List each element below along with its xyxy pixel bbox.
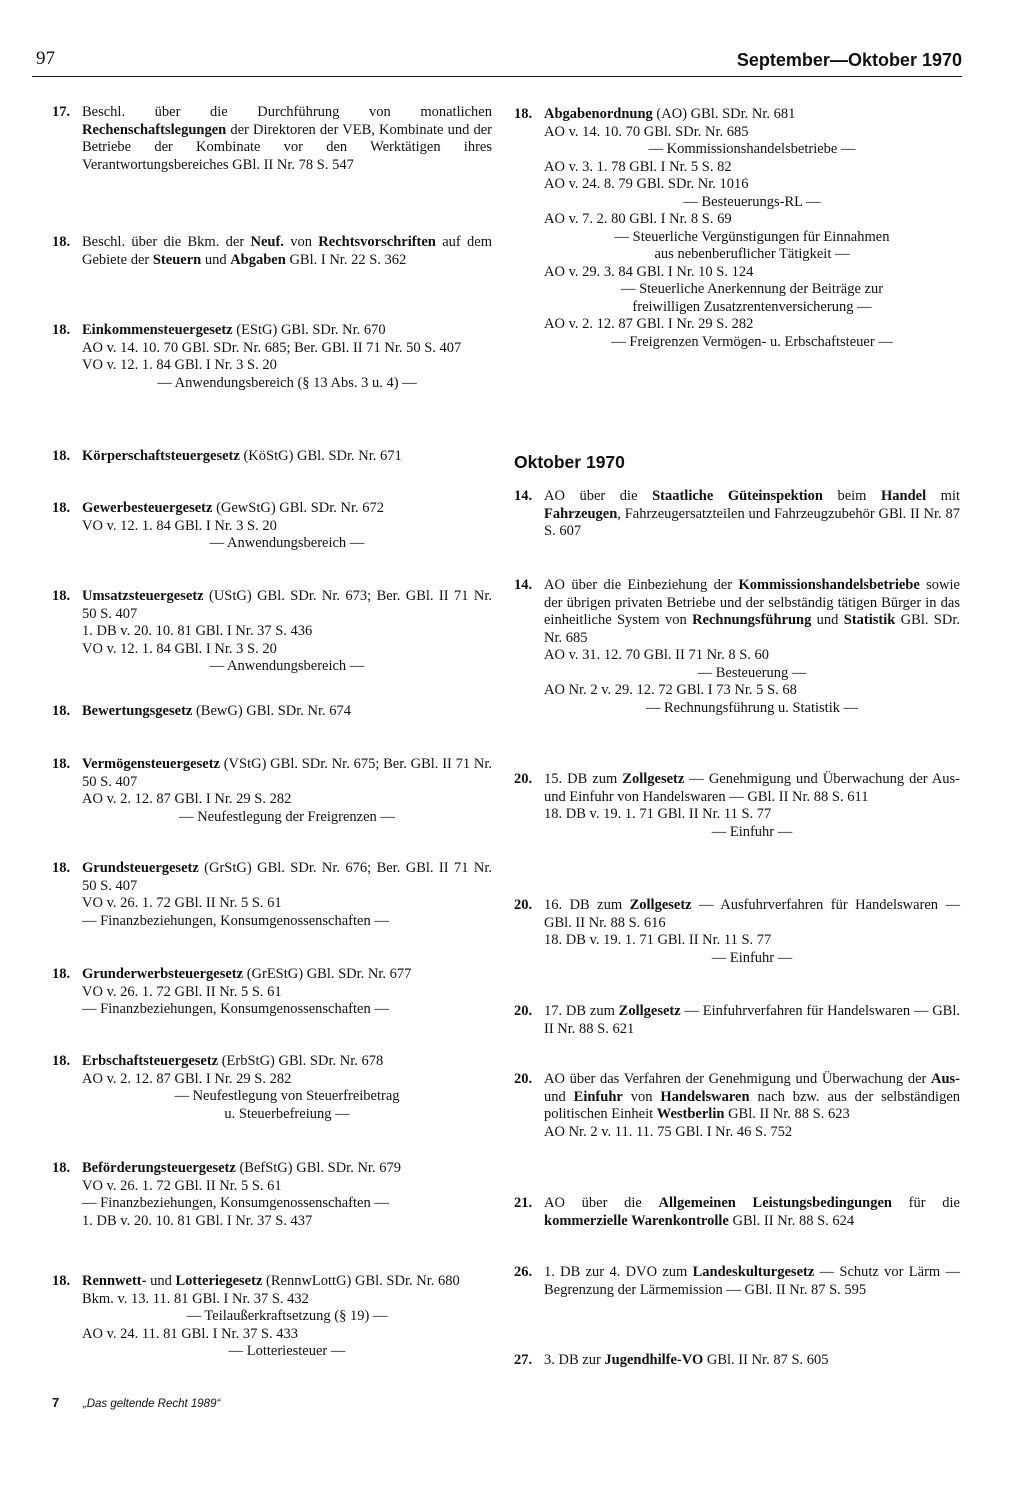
entry-line: Grunderwerbsteuergesetz (GrEStG) GBl. SDr. Nr. 677 xyxy=(82,966,412,982)
entry-line: AO Nr. 2 v. 29. 12. 72 GBl. I 73 Nr. 5 S. 68 xyxy=(544,682,797,698)
entry-line: Gewerbesteuergesetz (GewStG) GBl. SDr. Nr. 672 xyxy=(82,500,385,516)
entry-line: Bkm. v. 13. 11. 81 GBl. I Nr. 37 S. 432 xyxy=(82,1290,309,1307)
entry-date: 18. xyxy=(52,448,71,464)
entry-line: VO v. 26. 1. 72 GBl. II Nr. 5 S. 61 xyxy=(82,895,282,911)
entry-text xyxy=(82,703,492,721)
entry-line: 1. DB v. 20. 10. 81 GBl. I Nr. 37 S. 436 xyxy=(82,623,313,639)
entry-line: AO v. 24. 11. 81 GBl. I Nr. 37 S. 433 xyxy=(82,1325,299,1342)
entry-text xyxy=(544,1195,960,1230)
entry-line: AO v. 14. 10. 70 GBl. SDr. Nr. 685; Ber. GBl. II 71 Nr. 50 S. 407 xyxy=(82,339,462,356)
entry-date: 21. xyxy=(514,1195,533,1211)
entry-date: 18. xyxy=(514,106,533,122)
entry-line: — Besteuerungs-RL — xyxy=(683,193,821,210)
entry-line: AO v. 2. 12. 87 GBl. I Nr. 29 S. 282 xyxy=(544,316,754,332)
entry-text xyxy=(82,756,492,826)
entry-line: VO v. 12. 1. 84 GBl. I Nr. 3 S. 20 xyxy=(82,640,277,657)
entry-line: — Anwendungsbereich — xyxy=(209,535,365,551)
entry-line: u. Steuerbefreiung — xyxy=(224,1105,350,1122)
register-entry xyxy=(52,756,492,826)
entry-line: — Finanzbeziehungen, Konsumgenossenschaften — xyxy=(82,1195,389,1211)
entry-text xyxy=(82,860,492,930)
entry-line: — Neufestlegung von Steuerfreibetrag xyxy=(174,1088,400,1104)
register-entry xyxy=(52,448,492,466)
entry-line: — Einfuhr — xyxy=(711,949,793,966)
entry-line: Beschl. über die Durchführung von monatlichen Rechenschaftslegungen der Direktoren der VEB, Kombinate und der Betriebe der Kombinate vor den Werktätigen ihres Verantwortungsbereiches GBl. II Nr. 78 S. 547 xyxy=(82,104,492,173)
entry-line: AO v. 2. 12. 87 GBl. I Nr. 29 S. 282 xyxy=(82,1070,292,1087)
entry-line: — Rechnungsführung u. Statistik — xyxy=(645,699,859,716)
entry-line: — Anwendungsbereich — xyxy=(209,658,365,674)
register-entry xyxy=(52,588,492,676)
register-entry xyxy=(52,500,492,553)
register-entry xyxy=(514,897,960,967)
register-entry xyxy=(52,1273,492,1361)
entry-line: — Finanzbeziehungen, Konsumgenossenschaften — xyxy=(82,1001,389,1017)
register-entry xyxy=(52,1160,492,1230)
register-entry xyxy=(514,1003,960,1038)
entry-line: AO über das Verfahren der Genehmigung und Überwachung der Aus- und Einfuhr von Handelswaren nach bzw. aus der selbständigen politischen Einheit Westberlin GBl. II Nr. 88 S. 623 xyxy=(544,1071,961,1122)
entry-text xyxy=(544,1352,960,1370)
entry-text xyxy=(82,1053,492,1123)
entry-line: — Neufestlegung der Freigrenzen — xyxy=(179,808,395,825)
entry-line: 16. DB zum Zollgesetz — Ausfuhrverfahren für Handelswaren — GBl. II Nr. 88 S. 616 xyxy=(544,897,961,931)
entry-line: 15. DB zum Zollgesetz — Genehmigung und Überwachung der Aus- und Einfuhr von Handelswaren — GBl. II Nr. 88 S. 611 xyxy=(544,771,961,805)
register-entry xyxy=(514,577,960,717)
entry-text xyxy=(82,588,492,676)
entry-date: 18. xyxy=(52,703,71,719)
footer-text: „Das geltende Recht 1989“ xyxy=(82,1398,221,1410)
register-entry xyxy=(514,771,960,841)
register-entry xyxy=(514,488,960,541)
entry-line: AO v. 24. 8. 79 GBl. SDr. Nr. 1016 xyxy=(544,176,749,192)
entry-line: Beförderungsteuergesetz (BefStG) GBl. SDr. Nr. 679 xyxy=(82,1160,401,1176)
entry-text xyxy=(82,1273,492,1361)
header-rule xyxy=(32,76,962,77)
entry-line: 17. DB zum Zollgesetz — Einfuhrverfahren für Handelswaren — GBl. II Nr. 88 S. 621 xyxy=(544,1003,960,1037)
entry-line: — Steuerliche Vergünstigungen für Einnahmen xyxy=(614,228,890,245)
entry-date: 18. xyxy=(52,500,71,516)
entry-text xyxy=(544,1071,960,1141)
entry-line: Beschl. über die Bkm. der Neuf. von Rechtsvorschriften auf dem Gebiete der Steuern und Abgaben GBl. I Nr. 22 S. 362 xyxy=(82,234,492,268)
entry-line: Einkommensteuergesetz (EStG) GBl. SDr. Nr. 670 xyxy=(82,322,386,338)
entry-date: 27. xyxy=(514,1352,533,1368)
entry-line: AO v. 14. 10. 70 GBl. SDr. Nr. 685 xyxy=(544,123,749,140)
entry-text xyxy=(82,322,492,392)
entry-date: 20. xyxy=(514,897,533,913)
entry-line: AO v. 29. 3. 84 GBl. I Nr. 10 S. 124 xyxy=(544,263,754,280)
entry-line: AO über die Einbeziehung der Kommissionshandelsbetriebe sowie der übrigen privaten Betriebe und der selbständig tätigen Bürger in das einheitliche System von Rechnungsführung und Statistik GBl. SDr. Nr. 685 xyxy=(544,577,960,646)
register-entry xyxy=(52,966,492,1019)
entry-line: AO Nr. 2 v. 11. 11. 75 GBl. I Nr. 46 S. 752 xyxy=(544,1123,793,1140)
entry-text xyxy=(82,1160,492,1230)
entry-date: 18. xyxy=(52,234,71,250)
entry-line: AO v. 3. 1. 78 GBl. I Nr. 5 S. 82 xyxy=(544,158,732,175)
entry-date: 18. xyxy=(52,322,71,338)
entry-line: — Lotteriesteuer — xyxy=(228,1343,346,1359)
entry-text xyxy=(544,577,960,717)
entry-line: Umsatzsteuergesetz (UStG) GBl. SDr. Nr. 673; Ber. GBl. II 71 Nr. 50 S. 407 xyxy=(82,588,492,622)
register-entry xyxy=(514,1071,960,1141)
entry-line: 1. DB zur 4. DVO zum Landeskulturgesetz — Schutz vor Lärm — Begrenzung der Lärmemission — GBl. II Nr. 87 S. 595 xyxy=(544,1264,960,1298)
entry-date: 18. xyxy=(52,1053,71,1069)
entry-line: AO v. 2. 12. 87 GBl. I Nr. 29 S. 282 xyxy=(82,791,292,807)
entry-line: — Einfuhr — xyxy=(711,823,793,840)
entry-line: 18. DB v. 19. 1. 71 GBl. II Nr. 11 S. 77 xyxy=(544,932,772,948)
entry-line: aus nebenberuflicher Tätigkeit — xyxy=(654,246,850,262)
entry-line: — Steuerliche Anerkennung der Beiträge zur xyxy=(620,281,884,297)
entry-line: Körperschaftsteuergesetz (KöStG) GBl. SDr. Nr. 671 xyxy=(82,448,402,464)
entry-date: 18. xyxy=(52,860,71,876)
entry-date: 17. xyxy=(52,104,71,120)
register-entry xyxy=(514,106,960,351)
page-number: 97 xyxy=(36,48,55,69)
register-entry xyxy=(52,104,492,174)
entry-date: 18. xyxy=(52,966,71,982)
entry-date: 14. xyxy=(514,488,533,504)
section-heading: Oktober 1970 xyxy=(514,452,625,472)
entry-line: Bewertungsgesetz (BewG) GBl. SDr. Nr. 674 xyxy=(82,703,352,719)
entry-date: 14. xyxy=(514,577,533,593)
entry-line: AO v. 7. 2. 80 GBl. I Nr. 8 S. 69 xyxy=(544,211,732,227)
register-entry xyxy=(52,703,492,721)
entry-line: Rennwett- und Lotteriegesetz (RennwLottG) GBl. SDr. Nr. 680 xyxy=(82,1273,460,1289)
entry-line: VO v. 12. 1. 84 GBl. I Nr. 3 S. 20 xyxy=(82,517,277,534)
entry-date: 20. xyxy=(514,1003,533,1019)
entry-text xyxy=(544,1264,960,1299)
entry-line: VO v. 26. 1. 72 GBl. II Nr. 5 S. 61 xyxy=(82,1177,282,1194)
entry-line: — Freigrenzen Vermögen- u. Erbschaftsteuer — xyxy=(611,333,893,350)
register-entry xyxy=(52,860,492,930)
entry-line: 1. DB v. 20. 10. 81 GBl. I Nr. 37 S. 437 xyxy=(82,1212,313,1229)
register-entry xyxy=(514,1264,960,1299)
entry-date: 20. xyxy=(514,1071,533,1087)
entry-date: 18. xyxy=(52,1273,71,1289)
entry-text xyxy=(82,448,492,466)
register-entry xyxy=(514,1352,960,1370)
register-entry xyxy=(52,1053,492,1123)
entry-text xyxy=(82,104,492,174)
entry-text xyxy=(544,1003,960,1038)
entry-text xyxy=(544,488,960,541)
entry-line: Vermögensteuergesetz (VStG) GBl. SDr. Nr. 675; Ber. GBl. II 71 Nr. 50 S. 407 xyxy=(82,756,492,790)
entry-line: AO über die Staatliche Güteinspektion beim Handel mit Fahrzeugen, Fahrzeugersatzteilen und Fahrzeugzubehör GBl. II Nr. 87 S. 607 xyxy=(544,488,961,539)
entry-date: 26. xyxy=(514,1264,533,1280)
register-entry xyxy=(52,234,492,269)
entry-text xyxy=(544,106,960,351)
entry-line: VO v. 12. 1. 84 GBl. I Nr. 3 S. 20 xyxy=(82,357,277,373)
entry-line: VO v. 26. 1. 72 GBl. II Nr. 5 S. 61 xyxy=(82,983,282,1000)
entry-line: — Finanzbeziehungen, Konsumgenossenschaften — xyxy=(82,912,389,929)
footer xyxy=(52,1395,220,1410)
footer-number: 7 xyxy=(52,1395,60,1410)
entry-date: 20. xyxy=(514,771,533,787)
entry-line: 18. DB v. 19. 1. 71 GBl. II Nr. 11 S. 77 xyxy=(544,806,772,822)
page-header-title: September—Oktober 1970 xyxy=(736,50,962,70)
register-entry xyxy=(52,322,492,392)
entry-text xyxy=(82,234,492,269)
entry-line: — Anwendungsbereich (§ 13 Abs. 3 u. 4) — xyxy=(157,374,417,391)
entry-date: 18. xyxy=(52,588,71,604)
entry-line: Grundsteuergesetz (GrStG) GBl. SDr. Nr. 676; Ber. GBl. II 71 Nr. 50 S. 407 xyxy=(82,860,492,894)
entry-date: 18. xyxy=(52,1160,71,1176)
entry-line: Erbschaftsteuergesetz (ErbStG) GBl. SDr. Nr. 678 xyxy=(82,1053,384,1069)
entry-line: freiwilligen Zusatzrentenversicherung — xyxy=(632,298,872,315)
entry-line: Abgabenordnung (AO) GBl. SDr. Nr. 681 xyxy=(544,106,796,122)
entry-text xyxy=(544,771,960,841)
entry-line: AO v. 31. 12. 70 GBl. II 71 Nr. 8 S. 60 xyxy=(544,647,770,663)
entry-line: — Teilaußerkraftsetzung (§ 19) — xyxy=(186,1308,388,1324)
entry-line: 3. DB zur Jugendhilfe-VO GBl. II Nr. 87 S. 605 xyxy=(544,1352,829,1368)
entry-line: AO über die Allgemeinen Leistungsbedingungen für die kommerzielle Warenkontrolle GBl. II Nr. 88 S. 624 xyxy=(544,1195,960,1229)
entry-line: — Kommissionshandelsbetriebe — xyxy=(648,141,856,157)
entry-text xyxy=(82,500,492,553)
register-entry xyxy=(514,1195,960,1230)
entry-text xyxy=(82,966,492,1019)
entry-text xyxy=(544,897,960,967)
entry-date: 18. xyxy=(52,756,71,772)
entry-line: — Besteuerung — xyxy=(697,664,807,681)
